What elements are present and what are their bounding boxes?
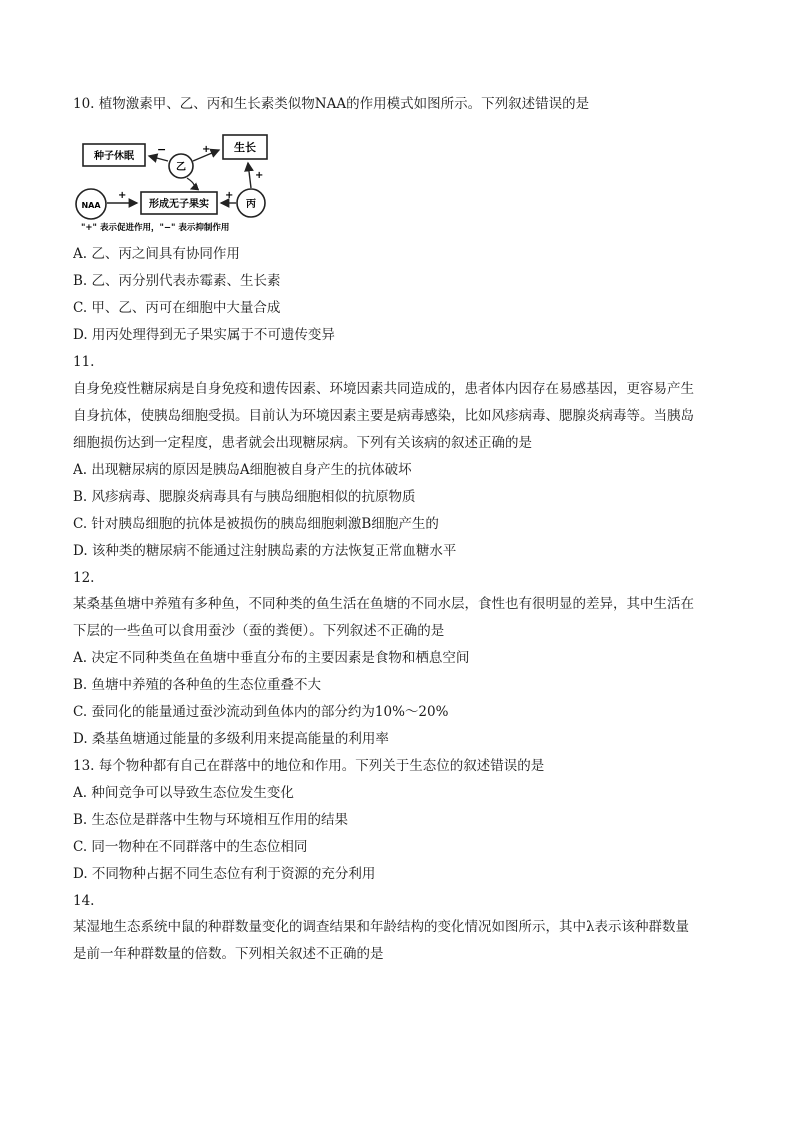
- q13-option-a: A. 种间竞争可以导致生态位发生变化: [73, 785, 294, 801]
- q11-stem-line: 自身免疫性糖尿病是自身免疫和遗传因素、环境因素共同造成的，患者体内因存在易感基因，更容易产生: [73, 381, 694, 397]
- diagram-legend: "+" 表示促进作用，"−" 表示抑制作用: [81, 223, 230, 233]
- q12-option-b: B. 鱼塘中养殖的各种鱼的生态位重叠不大: [73, 677, 322, 693]
- q10-option-b: B. 乙、丙分别代表赤霉素、生长素: [73, 273, 281, 289]
- q11-number: 11.: [73, 354, 95, 370]
- q11-option-c: C. 针对胰岛细胞的抗体是被损伤的胰岛细胞刺激B细胞产生的: [73, 516, 439, 532]
- q13-option-b: B. 生态位是群落中生物与环境相互作用的结果: [73, 812, 349, 828]
- q12-option-c: C. 蚕同化的能量通过蚕沙流动到鱼体内的部分约为10%～20%: [73, 704, 449, 720]
- label-yi: 乙: [176, 162, 186, 173]
- q12-stem-line: 某桑基鱼塘中养殖有多种鱼，不同种类的鱼生活在鱼塘的不同水层，食性也有很明显的差异，其中生活在: [73, 596, 694, 612]
- q11-stem-line: 自身抗体，使胰岛细胞受损。目前认为环境因素主要是病毒感染，比如风疹病毒、腮腺炎病毒等。当胰岛: [73, 408, 694, 424]
- sign-plus-bing-growth: +: [255, 170, 264, 181]
- q12-number: 12.: [73, 570, 95, 586]
- sign-plus-naa: +: [118, 190, 127, 201]
- label-seed-dormancy: 种子休眠: [94, 151, 134, 162]
- sign-minus: −: [157, 143, 167, 156]
- q10-option-c: C. 甲、乙、丙可在细胞中大量合成: [73, 300, 281, 316]
- q14-number: 14.: [73, 893, 95, 909]
- q13-option-c: C. 同一物种在不同群落中的生态位相同: [73, 839, 308, 855]
- q11-option-b: B. 风疹病毒、腮腺炎病毒具有与胰岛细胞相似的抗原物质: [73, 489, 416, 505]
- arrow-yi-to-fruit: [187, 178, 194, 189]
- q11-stem-line: 细胞损伤达到一定程度，患者就会出现糖尿病。下列有关该病的叙述正确的是: [73, 435, 532, 451]
- label-seedless-fruit: 形成无子果实: [149, 199, 209, 210]
- label-naa: NAA: [81, 201, 101, 210]
- q12-option-d: D. 桑基鱼塘通过能量的多级利用来提高能量的利用率: [73, 731, 389, 747]
- sign-plus-bing-fruit: +: [225, 190, 234, 201]
- q10-option-d: D. 用丙处理得到无子果实属于不可遗传变异: [73, 327, 335, 343]
- q12-stem-line: 下层的一些鱼可以食用蚕沙（蚕的粪便）。下列叙述不正确的是: [73, 623, 445, 639]
- q13-option-d: D. 不同物种占据不同生态位有利于资源的充分利用: [73, 866, 376, 882]
- q12-option-a: A. 决定不同种类鱼在鱼塘中垂直分布的主要因素是食物和栖息空间: [73, 650, 470, 666]
- q14-stem-line: 某湿地生态系统中鼠的种群数量变化的调查结果和年龄结构的变化情况如图所示，其中λ表示该种群数量: [73, 919, 690, 935]
- label-growth: 生长: [234, 141, 256, 154]
- q14-stem-line: 是前一年种群数量的倍数。下列相关叙述不正确的是: [73, 946, 384, 962]
- q10-stem: 10. 植物激素甲、乙、丙和生长素类似物NAA的作用模式如图所示。下列叙述错误的是: [73, 96, 590, 112]
- arrow-bing-to-growth: [248, 163, 251, 188]
- q11-option-a: A. 出现糖尿病的原因是胰岛A细胞被自身产生的抗体破坏: [73, 462, 412, 478]
- arrow-yi-to-dormancy: [149, 156, 168, 161]
- label-bing: 丙: [246, 199, 256, 210]
- q10-option-a: A. 乙、丙之间具有协同作用: [73, 246, 240, 262]
- sign-plus-yi-growth: +: [202, 144, 211, 155]
- q11-option-d: D. 该种类的糖尿病不能通过注射胰岛素的方法恢复正常血糖水平: [73, 543, 457, 559]
- q13-stem: 13. 每个物种都有自己在群落中的地位和作用。下列关于生态位的叙述错误的是: [73, 758, 545, 774]
- q10-hormone-diagram: [73, 126, 283, 236]
